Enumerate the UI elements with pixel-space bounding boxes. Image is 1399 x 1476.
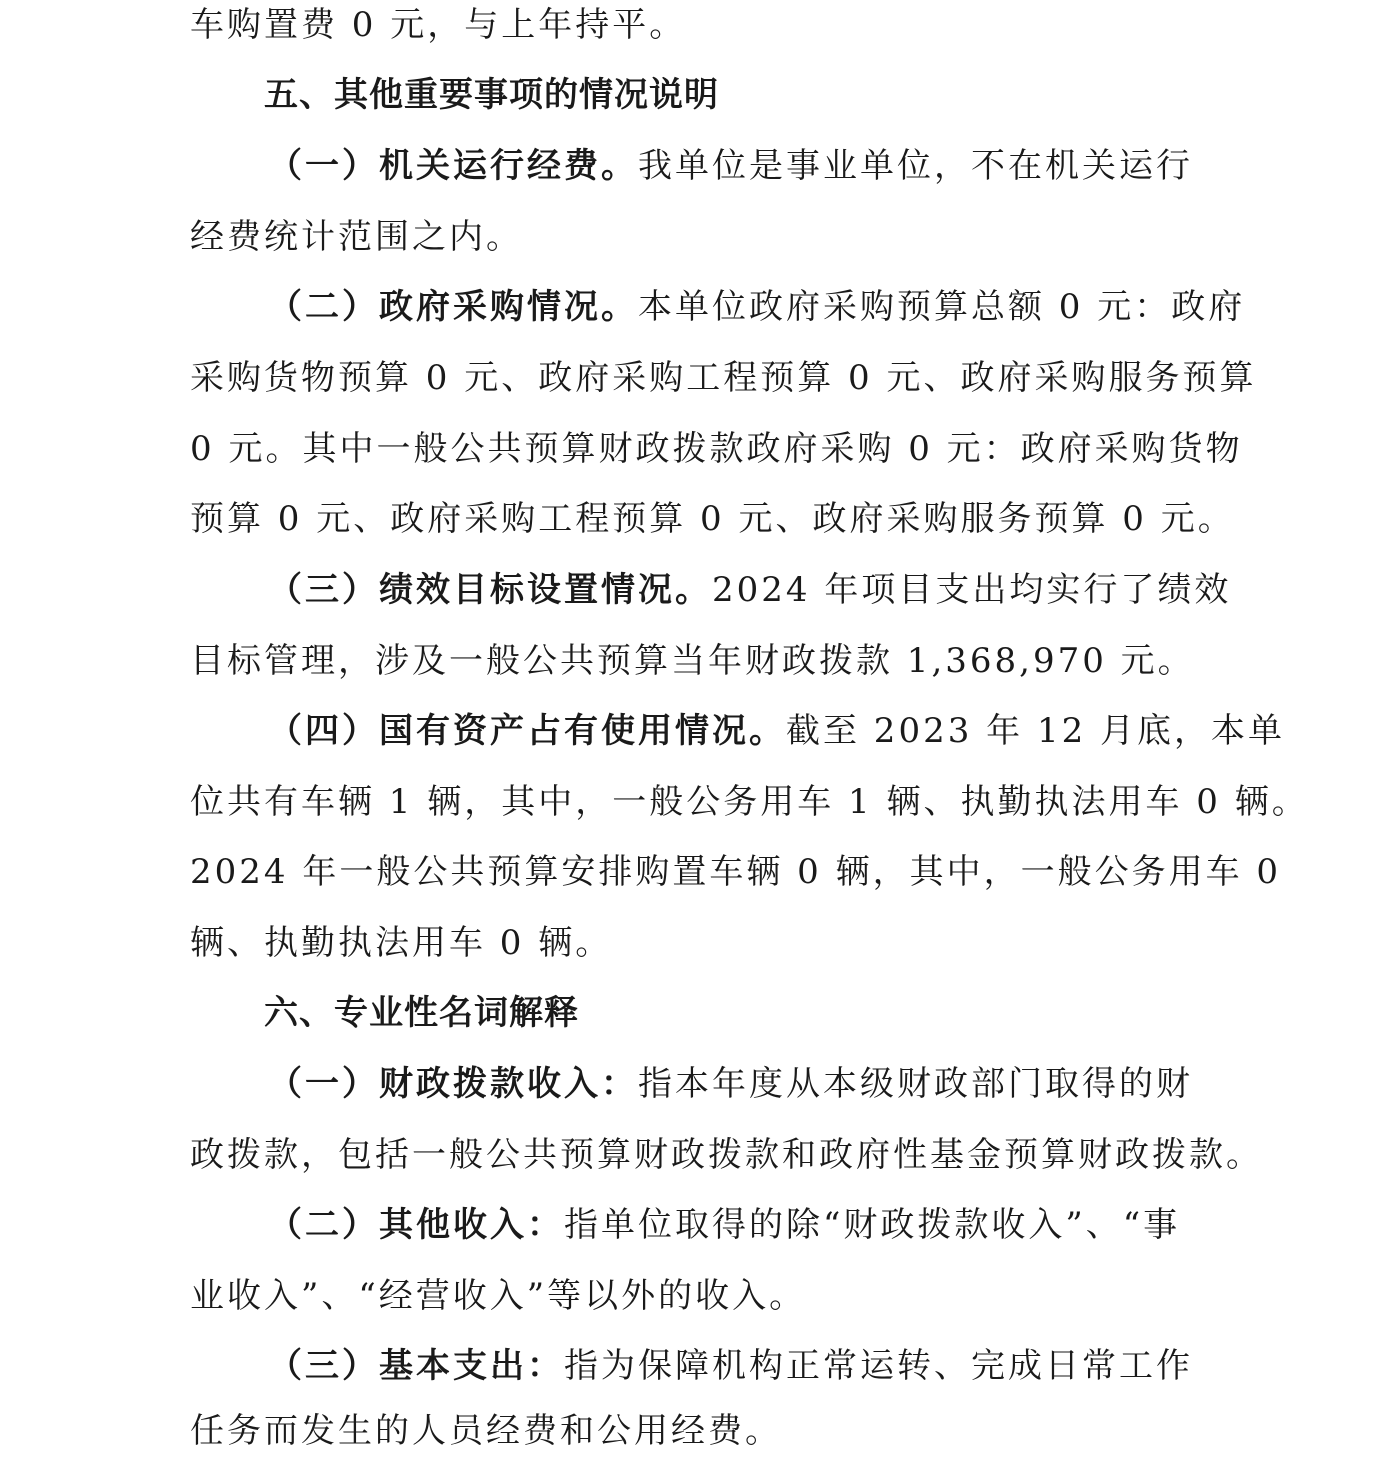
text-line bbox=[0, 1130, 1399, 1200]
paragraph-line bbox=[0, 565, 1399, 635]
line-text: 目标管理，涉及一般公共预算当年财政拨款 1,368,970 元。 bbox=[190, 641, 1195, 681]
text-line bbox=[0, 353, 1399, 423]
item-text: 我单位是事业单位，不在机关运行 bbox=[638, 146, 1193, 186]
item-text: 指为保障机构正常运转、完成日常工作 bbox=[564, 1346, 1193, 1386]
text-line bbox=[0, 918, 1399, 988]
paragraph-line bbox=[0, 282, 1399, 352]
section-heading bbox=[0, 988, 1399, 1058]
line-text: 政拨款，包括一般公共预算财政拨款和政府性基金预算财政拨款。 bbox=[190, 1135, 1263, 1175]
item-text: 指单位取得的除“财政拨款收入”、“事 bbox=[564, 1205, 1181, 1245]
paragraph-line bbox=[0, 1341, 1399, 1411]
item-lead: （二）政府采购情况。 bbox=[268, 287, 638, 327]
text-line bbox=[0, 1406, 1399, 1476]
item-text: 本单位政府采购预算总额 0 元：政府 bbox=[638, 287, 1246, 327]
item-lead: （二）其他收入： bbox=[268, 1205, 564, 1245]
paragraph-line bbox=[0, 141, 1399, 211]
item-lead: （一）机关运行经费。 bbox=[268, 146, 638, 186]
item-text: 2024 年项目支出均实行了绩效 bbox=[712, 570, 1232, 610]
text-line bbox=[0, 424, 1399, 494]
paragraph-line bbox=[0, 1059, 1399, 1129]
text-line bbox=[0, 212, 1399, 282]
paragraph-line bbox=[0, 706, 1399, 776]
paragraph-line bbox=[0, 1200, 1399, 1270]
text-line bbox=[0, 777, 1399, 847]
item-lead: （一）财政拨款收入： bbox=[268, 1064, 638, 1104]
item-text: 指本年度从本级财政部门取得的财 bbox=[638, 1064, 1193, 1104]
text-line bbox=[0, 847, 1399, 917]
item-lead: （四）国有资产占有使用情况。 bbox=[268, 711, 786, 751]
heading-text: 六、专业性名词解释 bbox=[264, 993, 579, 1033]
item-lead: （三）绩效目标设置情况。 bbox=[268, 570, 712, 610]
line-text: 辆、执勤执法用车 0 辆。 bbox=[190, 923, 613, 963]
line-text: 位共有车辆 1 辆，其中，一般公务用车 1 辆、执勤执法用车 0 辆。 bbox=[190, 782, 1309, 822]
line-text: 2024 年一般公共预算安排购置车辆 0 辆，其中，一般公务用车 0 bbox=[190, 852, 1282, 892]
line-text: 业收入”、“经营收入”等以外的收入。 bbox=[190, 1276, 807, 1316]
text-line bbox=[0, 1271, 1399, 1341]
text-line bbox=[0, 494, 1399, 564]
line-text: 车购置费 0 元，与上年持平。 bbox=[190, 5, 687, 45]
line-text: 任务而发生的人员经费和公用经费。 bbox=[190, 1411, 782, 1451]
line-text: 0 元。其中一般公共预算财政拨款政府采购 0 元：政府采购货物 bbox=[190, 429, 1243, 469]
text-line bbox=[0, 636, 1399, 706]
line-text: 采购货物预算 0 元、政府采购工程预算 0 元、政府采购服务预算 bbox=[190, 358, 1257, 398]
item-lead: （三）基本支出： bbox=[268, 1346, 564, 1386]
heading-text: 五、其他重要事项的情况说明 bbox=[264, 75, 719, 115]
line-text: 经费统计范围之内。 bbox=[190, 217, 523, 257]
line-text: 预算 0 元、政府采购工程预算 0 元、政府采购服务预算 0 元。 bbox=[190, 499, 1235, 539]
item-text: 截至 2023 年 12 月底，本单 bbox=[786, 711, 1286, 751]
section-heading bbox=[0, 70, 1399, 140]
text-line bbox=[0, 0, 1399, 70]
